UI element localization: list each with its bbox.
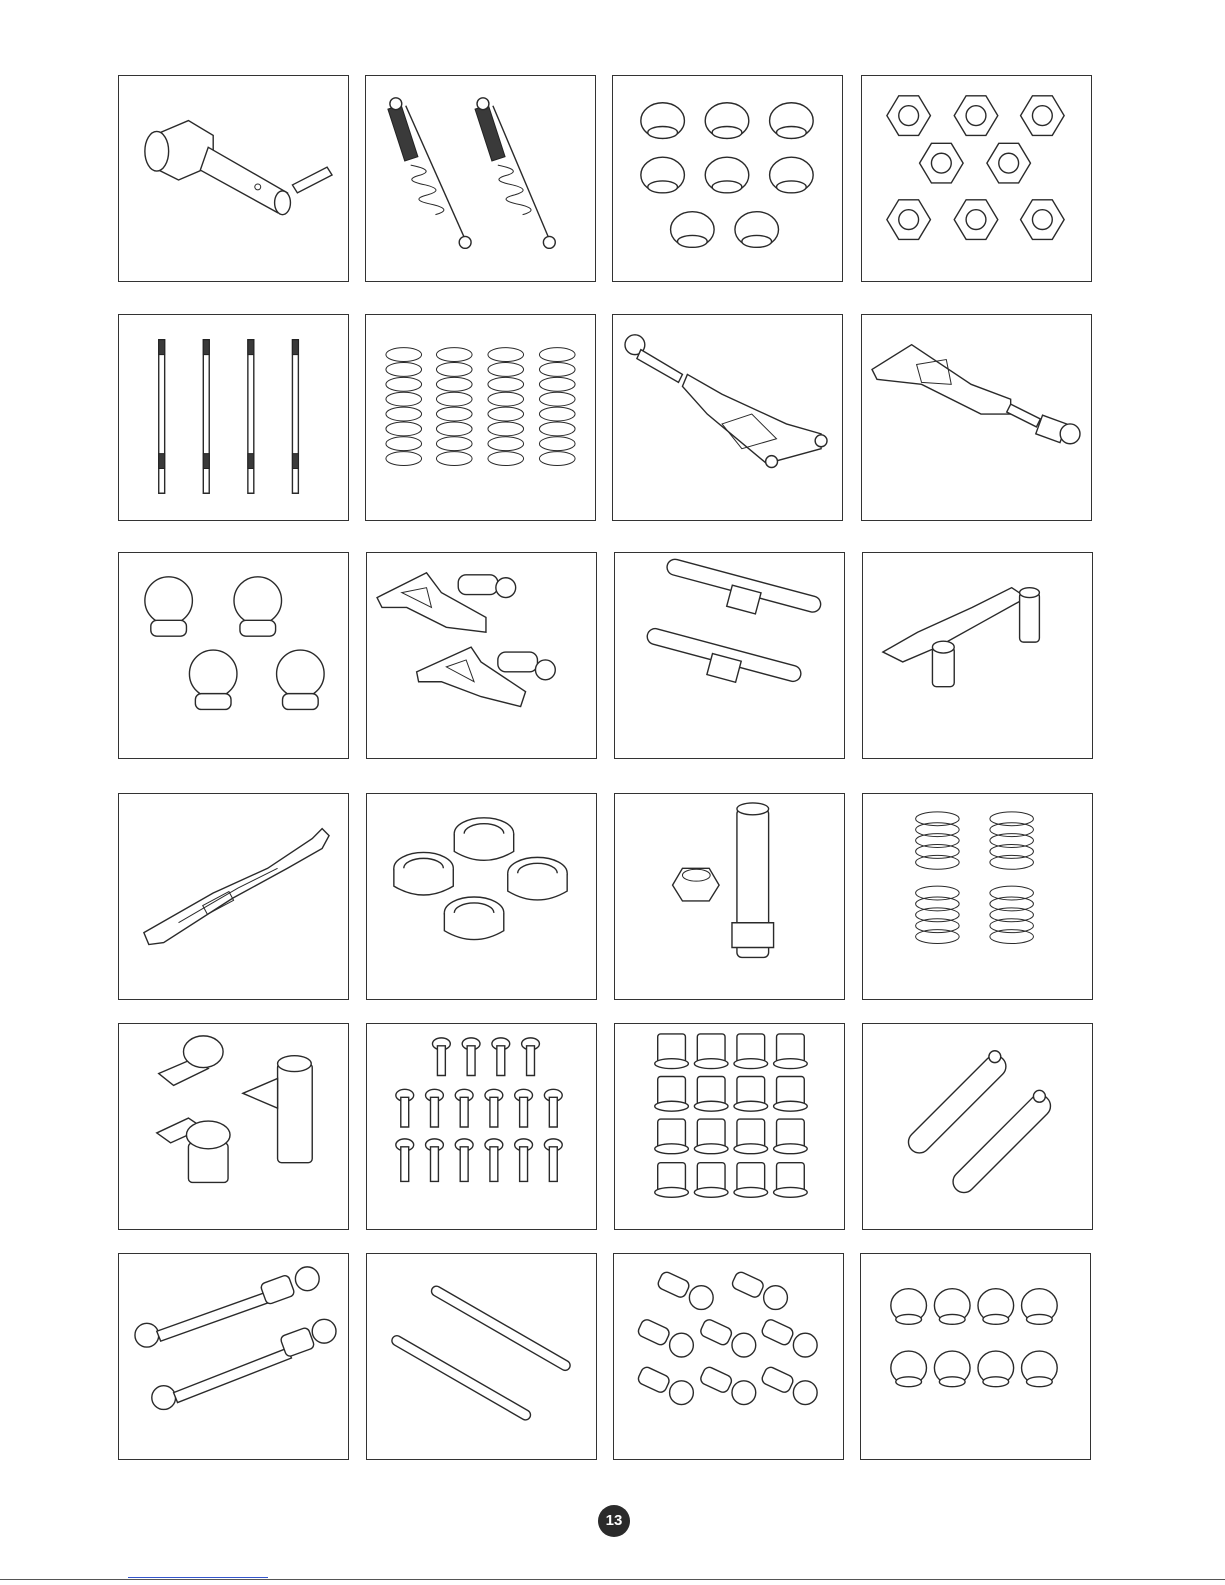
pivot-balls-illustration [613, 76, 842, 281]
shock-body-illustration [615, 794, 844, 999]
part-cell-spacer-rings [366, 793, 597, 1000]
part-cell-upper-arms [366, 552, 597, 759]
part-cell-adjustable-linkages [118, 1253, 349, 1460]
hex-nuts-illustration [862, 76, 1091, 281]
steering-assembly-illustration [863, 553, 1092, 758]
footer-link-underline [128, 1577, 268, 1578]
part-cell-shock-body [614, 793, 845, 1000]
part-cell-turnbuckles [614, 552, 845, 759]
bushings-illustration [615, 1024, 844, 1229]
part-cell-steering-bellcranks [118, 1023, 349, 1230]
part-cell-shock-absorbers [365, 75, 596, 282]
page-number: 13 [598, 1505, 630, 1537]
part-cell-shock-shafts [118, 314, 349, 521]
part-cell-chassis-brace [118, 793, 349, 1000]
turnbuckles-illustration [615, 553, 844, 758]
part-cell-screws [366, 1023, 597, 1230]
adjustable-linkages-illustration [119, 1254, 348, 1459]
part-cell-drive-cup [118, 75, 349, 282]
bottom-rule [0, 1579, 1225, 1580]
part-cell-short-springs [862, 793, 1093, 1000]
drive-cup-illustration [119, 76, 348, 281]
part-cell-hex-nuts [861, 75, 1092, 282]
steering-bellcranks-illustration [119, 1024, 348, 1229]
large-pivot-balls-illustration [119, 553, 348, 758]
part-cell-suspension-arm-left [612, 314, 843, 521]
part-cell-rod-ends [613, 1253, 844, 1460]
shock-absorbers-illustration [366, 76, 595, 281]
rod-ends-illustration [614, 1254, 843, 1459]
part-cell-shock-springs [365, 314, 596, 521]
shock-springs-illustration [366, 315, 595, 520]
part-cell-bushings [614, 1023, 845, 1230]
part-cell-large-pivot-balls [118, 552, 349, 759]
part-cell-pivot-balls [612, 75, 843, 282]
part-cell-suspension-arm-right [861, 314, 1092, 521]
shock-shafts-illustration [119, 315, 348, 520]
chassis-brace-illustration [119, 794, 348, 999]
short-springs-illustration [863, 794, 1092, 999]
threaded-rods-illustration [367, 1254, 596, 1459]
upper-arms-illustration [367, 553, 596, 758]
spacer-rings-illustration [367, 794, 596, 999]
part-cell-threaded-rods [366, 1253, 597, 1460]
suspension-arm-left-illustration [613, 315, 842, 520]
screws-illustration [367, 1024, 596, 1229]
part-cell-posts [862, 1023, 1093, 1230]
part-cell-steering-assembly [862, 552, 1093, 759]
part-cell-small-pivot-balls [860, 1253, 1091, 1460]
small-pivot-balls-illustration [861, 1254, 1090, 1459]
posts-illustration [863, 1024, 1092, 1229]
suspension-arm-right-illustration [862, 315, 1091, 520]
